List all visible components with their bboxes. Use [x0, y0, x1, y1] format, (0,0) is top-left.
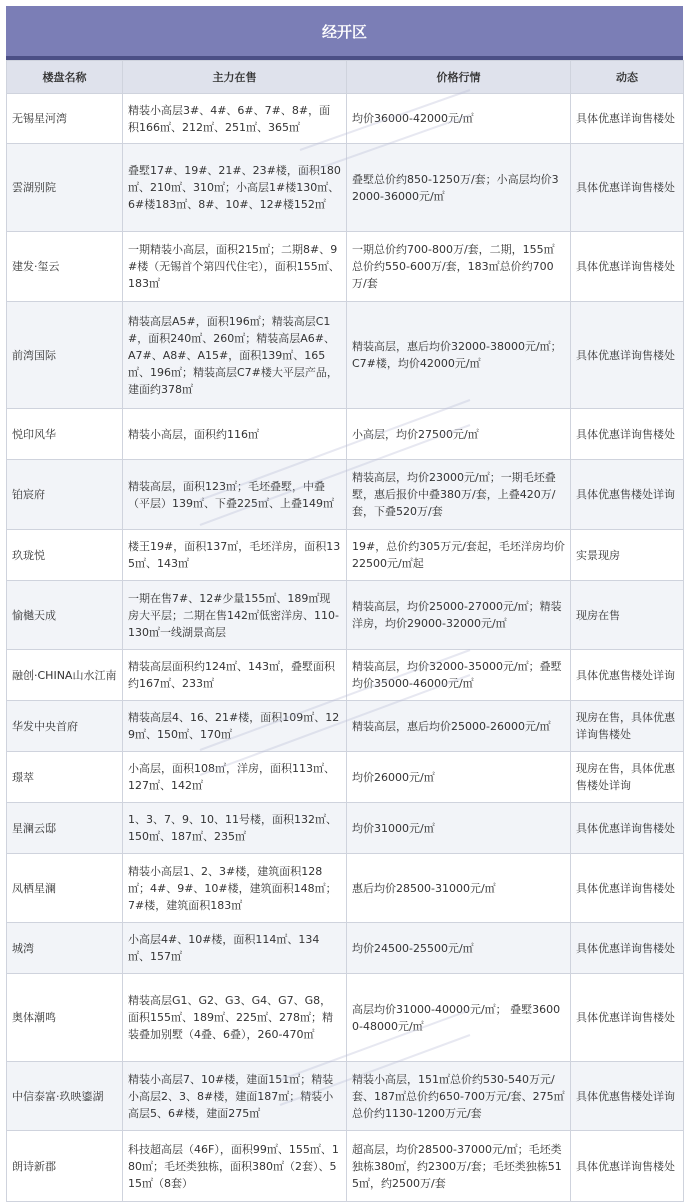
- status-info: 现房在售，具体优惠详询售楼处: [571, 701, 684, 752]
- price-info: 小高层，均价27500元/㎡: [347, 409, 571, 460]
- table-row: [7, 460, 684, 530]
- main-units: 精装小高层，面积约116㎡: [123, 409, 347, 460]
- status-info: 现房在售，具体优惠售楼处详询: [571, 752, 684, 803]
- main-units: 科技超高层（46F），面积99㎡、155㎡、180㎡；毛坯类独栋，面积380㎡（2套）、515㎡（8套）: [123, 1131, 347, 1202]
- table-row: [7, 581, 684, 650]
- property-name: 璟萃: [7, 752, 123, 803]
- property-name: 悦印风华: [7, 409, 123, 460]
- price-info: 高层均价31000-40000元/㎡； 叠墅36000-48000元/㎡: [347, 974, 571, 1062]
- status-info: 实景现房: [571, 530, 684, 581]
- status-info: 具体优惠详询售楼处: [571, 974, 684, 1062]
- property-name: 融创·CHINA山水江南: [7, 650, 123, 701]
- price-info: 精装高层，均价25000-27000元/㎡；精装洋房，均价29000-32000元/㎡: [347, 581, 571, 650]
- property-name: 华发中央首府: [7, 701, 123, 752]
- table-row: [7, 409, 684, 460]
- price-info: 精装高层，均价32000-35000元/㎡；叠墅均价35000-46000元/㎡: [347, 650, 571, 701]
- district-title: 经开区: [6, 6, 683, 60]
- property-name: 愉樾天成: [7, 581, 123, 650]
- main-units: 一期在售7#、12#少量155㎡、189㎡现房大平层；二期在售142㎡低密洋房、110-130㎡一线湖景高层: [123, 581, 347, 650]
- main-units: 小高层，面积108㎡，洋房，面积113㎡、127㎡、142㎡: [123, 752, 347, 803]
- price-table-container: [6, 6, 683, 1202]
- price-info: 惠后均价28500-31000元/㎡: [347, 854, 571, 923]
- main-units: 小高层4#、10#楼，面积114㎡、134㎡、157㎡: [123, 923, 347, 974]
- price-info: 19#，总价约305万元/套起，毛坯洋房均价22500元/㎡起: [347, 530, 571, 581]
- status-info: 具体优惠详询售楼处: [571, 854, 684, 923]
- table-header-row: [7, 61, 684, 94]
- main-units: 叠墅17#、19#、21#、23#楼，面积180㎡、210㎡、310㎡；小高层1#楼130㎡、6#楼183㎡、8#、10#、12#楼152㎡: [123, 144, 347, 232]
- main-units: 1、3、7、9、10、11号楼，面积132㎡、150㎡、187㎡、235㎡: [123, 803, 347, 854]
- table-row: [7, 650, 684, 701]
- table-row: [7, 701, 684, 752]
- column-header-status: 动态: [571, 61, 684, 94]
- table-row: [7, 752, 684, 803]
- status-info: 具体优惠详询售楼处: [571, 803, 684, 854]
- property-name: 中信泰富·玖映鎏湖: [7, 1062, 123, 1131]
- price-info: 精装小高层，151㎡总价约530-540万元/套、187㎡总价约650-700万元/套、275㎡总价约1130-1200万元/套: [347, 1062, 571, 1131]
- column-header-name: 楼盘名称: [7, 61, 123, 94]
- main-units: 精装小高层1、2、3#楼，建筑面积128㎡；4#、9#、10#楼，建筑面积148㎡；7#楼，建筑面积183㎡: [123, 854, 347, 923]
- main-units: 精装高层4、16、21#楼，面积109㎡、129㎡、150㎡、170㎡: [123, 701, 347, 752]
- table-row: [7, 530, 684, 581]
- main-units: 精装高层G1、G2、G3、G4、G7、G8，面积155㎡、189㎡、225㎡、278㎡；精装叠加别墅（4叠、6叠），260-470㎡: [123, 974, 347, 1062]
- property-price-table: [6, 60, 684, 1202]
- price-info: 精装高层，均价23000元/㎡；一期毛坯叠墅，惠后报价中叠380万/套，上叠420万/套，下叠520万/套: [347, 460, 571, 530]
- property-name: 铂宸府: [7, 460, 123, 530]
- status-info: 具体优惠详询售楼处: [571, 94, 684, 144]
- status-info: 具体优惠售楼处详询: [571, 1062, 684, 1131]
- price-info: 均价36000-42000元/㎡: [347, 94, 571, 144]
- status-info: 具体优惠详询售楼处: [571, 1131, 684, 1202]
- property-name: 建发·玺云: [7, 232, 123, 302]
- price-info: 叠墅总价约850-1250万/套；小高层均价32000-36000元/㎡: [347, 144, 571, 232]
- status-info: 具体优惠详询售楼处: [571, 409, 684, 460]
- price-info: 均价31000元/㎡: [347, 803, 571, 854]
- status-info: 具体优惠售楼处详询: [571, 650, 684, 701]
- property-name: 玖珑悦: [7, 530, 123, 581]
- status-info: 现房在售: [571, 581, 684, 650]
- table-row: [7, 974, 684, 1062]
- status-info: 具体优惠详询售楼处: [571, 144, 684, 232]
- table-row: [7, 803, 684, 854]
- main-units: 精装高层，面积123㎡；毛坯叠墅，中叠（平层）139㎡、下叠225㎡、上叠149㎡: [123, 460, 347, 530]
- main-units: 精装小高层7、10#楼，建面151㎡；精装小高层2、3、8#楼，建面187㎡；精装小高层5、6#楼，建面275㎡: [123, 1062, 347, 1131]
- price-info: 超高层，均价28500-37000元/㎡；毛坯类独栋380㎡，约2300万/套；毛坯类独栋515㎡，约2500万/套: [347, 1131, 571, 1202]
- property-name: 城湾: [7, 923, 123, 974]
- property-name: 星澜云邸: [7, 803, 123, 854]
- property-name: 无锡星河湾: [7, 94, 123, 144]
- table-row: [7, 144, 684, 232]
- price-info: 一期总价约700-800万/套，二期，155㎡总价约550-600万/套，183㎡总价约700万/套: [347, 232, 571, 302]
- table-row: [7, 1131, 684, 1202]
- main-units: 精装高层A5#，面积196㎡；精装高层C1#，面积240㎡、260㎡；精装高层A6#、A7#、A8#、A15#，面积139㎡、165㎡、196㎡；精装高层C7#楼大平层产品，建面约378㎡: [123, 302, 347, 409]
- table-row: [7, 94, 684, 144]
- price-info: 精装高层，惠后均价32000-38000元/㎡；C7#楼，均价42000元/㎡: [347, 302, 571, 409]
- status-info: 具体优惠详询售楼处: [571, 232, 684, 302]
- status-info: 具体优惠详询售楼处: [571, 302, 684, 409]
- table-row: [7, 1062, 684, 1131]
- property-name: 雲湖别院: [7, 144, 123, 232]
- price-info: 均价26000元/㎡: [347, 752, 571, 803]
- table-row: [7, 923, 684, 974]
- column-header-price: 价格行情: [347, 61, 571, 94]
- main-units: 精装小高层3#、4#、6#、7#、8#，面积166㎡、212㎡、251㎡、365㎡: [123, 94, 347, 144]
- table-row: [7, 232, 684, 302]
- price-info: 均价24500-25500元/㎡: [347, 923, 571, 974]
- price-info: 精装高层，惠后均价25000-26000元/㎡: [347, 701, 571, 752]
- property-name: 前湾国际: [7, 302, 123, 409]
- main-units: 楼王19#，面积137㎡，毛坯洋房，面积135㎡、143㎡: [123, 530, 347, 581]
- main-units: 精装高层面积约124㎡、143㎡，叠墅面积约167㎡、233㎡: [123, 650, 347, 701]
- property-name: 朗诗新郡: [7, 1131, 123, 1202]
- property-name: 奥体潮鸣: [7, 974, 123, 1062]
- status-info: 具体优惠详询售楼处: [571, 923, 684, 974]
- status-info: 具体优惠售楼处详询: [571, 460, 684, 530]
- table-row: [7, 854, 684, 923]
- property-name: 凤栖星澜: [7, 854, 123, 923]
- column-header-main: 主力在售: [123, 61, 347, 94]
- table-row: [7, 302, 684, 409]
- main-units: 一期精装小高层，面积215㎡；二期8#、9#楼（无锡首个第四代住宅），面积155㎡、183㎡: [123, 232, 347, 302]
